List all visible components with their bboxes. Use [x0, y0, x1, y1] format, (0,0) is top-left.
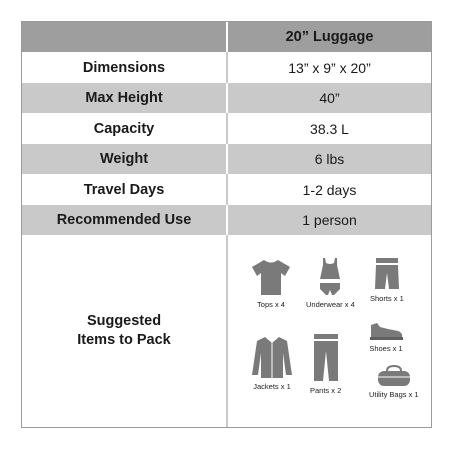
jacket-icon: [250, 335, 294, 379]
row-label: Dimensions: [22, 52, 228, 83]
suggested-label-line1: Suggested: [86, 313, 162, 329]
suggested-label-line2: Items to Pack: [77, 332, 171, 348]
pack-item-jackets: [250, 335, 294, 391]
pants-icon: [311, 333, 341, 383]
row-value: 38.3 L: [310, 120, 349, 137]
row-weight: [22, 144, 431, 174]
pack-item-caption: Pants x 2: [310, 386, 342, 395]
luggage-spec-table: [21, 21, 432, 428]
row-max-height: [22, 83, 431, 113]
pack-item-tops: [250, 257, 292, 309]
row-label: Max Height: [22, 83, 228, 113]
pack-item-pants: [310, 333, 341, 395]
suggested-label: [22, 235, 228, 427]
row-label: Weight: [22, 144, 228, 174]
pack-item-caption: Tops x 4: [257, 300, 285, 309]
tshirt-icon: [250, 257, 292, 297]
shorts-icon: [372, 257, 402, 291]
header-row: [22, 22, 431, 52]
row-dimensions: [22, 52, 431, 83]
row-label: Capacity: [22, 113, 228, 144]
row-value: 1 person: [302, 212, 357, 228]
row-label: Recommended Use: [22, 205, 228, 235]
row-suggested-items: [22, 235, 431, 427]
pack-item-caption: Jackets x 1: [253, 382, 291, 391]
row-recommended-use: [22, 205, 431, 235]
packing-items: [228, 235, 431, 427]
shoe-icon: [368, 319, 404, 341]
pack-item-shorts: [370, 257, 404, 303]
underwear-icon: [313, 257, 347, 297]
row-travel-days: [22, 174, 431, 205]
row-label: Travel Days: [22, 174, 228, 205]
bag-icon: [376, 365, 412, 387]
pack-item-caption: Shoes x 1: [369, 344, 403, 353]
pack-item-underwear: [306, 257, 355, 309]
row-value: 1-2 days: [302, 181, 357, 198]
pack-item-caption: Shorts x 1: [370, 294, 404, 303]
row-value: 13” x 9” x 20”: [288, 59, 371, 76]
pack-item-caption: Utility Bags x 1: [369, 390, 419, 399]
pack-item-shoes: [368, 319, 404, 353]
pack-item-utility-bags: [369, 365, 419, 399]
header-empty-cell: [22, 22, 228, 52]
row-capacity: [22, 113, 431, 144]
header-title: 20” Luggage: [285, 29, 374, 45]
row-value: 6 lbs: [314, 151, 345, 167]
row-value: 40”: [319, 90, 340, 106]
pack-item-caption: Underwear x 4: [306, 300, 355, 309]
